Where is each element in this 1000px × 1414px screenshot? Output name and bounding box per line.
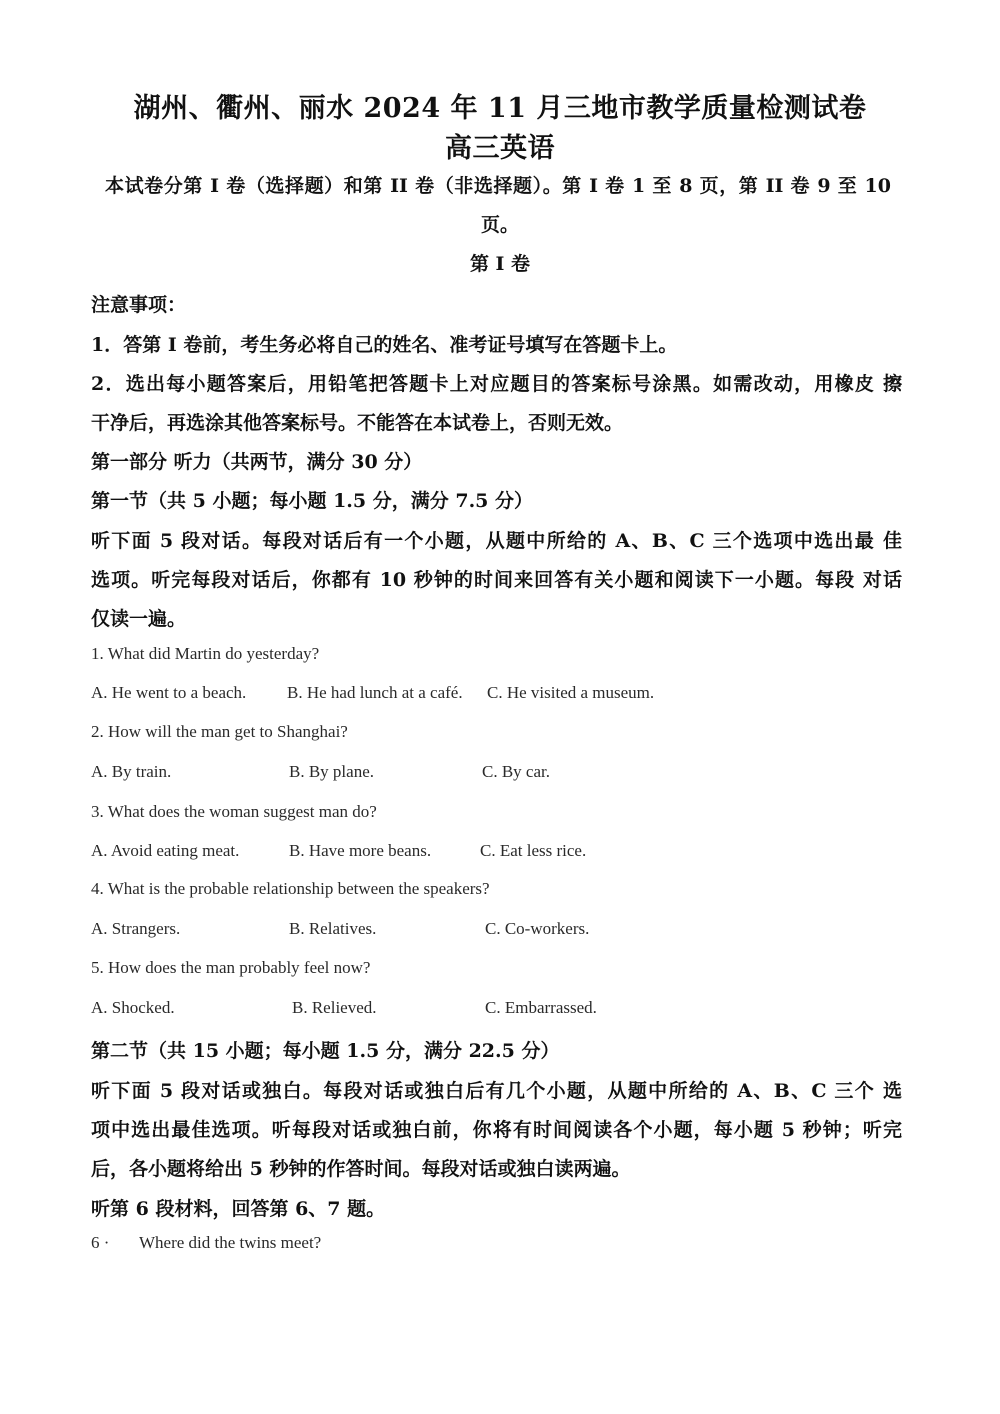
section2-instr-line-2: 项中选出最佳选项。听每段对话或独白前，你将有时间阅读各个小题，每小题 5 秒钟；听完	[91, 1119, 902, 1141]
question-5: 5. How does the man probably feel now?	[91, 958, 371, 977]
section2-instr-line-3: 后，各小题将给出 5 秒钟的作答时间。每段对话或独白读两遍。	[91, 1158, 631, 1180]
exam-title: 湖州、衢州、丽水 2024 年 11 月三地市教学质量检测试卷	[133, 93, 867, 124]
question-4-option-b: B. Relatives.	[289, 919, 377, 938]
exam-subject: 高三英语	[445, 133, 555, 164]
question-2-option-b: B. By plane.	[289, 762, 374, 781]
question-6-number: 6 ·	[91, 1233, 110, 1252]
notice-heading: 注意事项：	[91, 294, 187, 316]
section1-heading: 第一节（共 5 小题；每小题 1.5 分，满分 7.5 分）	[91, 490, 534, 512]
volume-heading: 第 Ⅰ 卷	[469, 253, 531, 275]
section2-instr-line-1: 听下面 5 段对话或独白。每段对话或独白后有几个小题，从题中所给的 A、B、C 三个 选	[91, 1080, 902, 1102]
question-4-option-c: C. Co-workers.	[485, 919, 590, 938]
question-4-option-a: A. Strangers.	[91, 919, 181, 938]
section2-heading: 第二节（共 15 小题；每小题 1.5 分，满分 22.5 分）	[91, 1040, 560, 1062]
question-4: 4. What is the probable relationship between the speakers?	[91, 879, 490, 898]
question-2-option-a: A. By train.	[91, 762, 172, 781]
section1-instr-line-3: 仅读一遍。	[91, 608, 187, 630]
question-1-option-a: A. He went to a beach.	[91, 683, 247, 702]
question-1: 1. What did Martin do yesterday?	[91, 644, 320, 663]
question-2: 2. How will the man get to Shanghai?	[91, 722, 348, 741]
notice-item-2-line-2: 干净后，再选涂其他答案标号。不能答在本试卷上，否则无效。	[91, 412, 624, 434]
question-3-option-c: C. Eat less rice.	[480, 841, 587, 860]
question-5-option-b: B. Relieved.	[292, 998, 377, 1017]
notice-item-1: 1．答第 I 卷前，考生务必将自己的姓名、准考证号填写在答题卡上。	[91, 334, 678, 356]
notice-item-2-line-1: 2．选出每小题答案后，用铅笔把答题卡上对应题目的答案标号涂黑。如需改动，用橡皮 擦	[91, 373, 902, 395]
section1-instr-line-1: 听下面 5 段对话。每段对话后有一个小题，从题中所给的 A、B、C 三个选项中选出最 佳	[91, 530, 902, 552]
question-2-option-c: C. By car.	[482, 762, 550, 781]
intro-line-2: 页。	[480, 214, 519, 236]
question-6: Where did the twins meet?	[139, 1233, 322, 1252]
material-6-heading: 听第 6 段材料，回答第 6、7 题。	[91, 1198, 386, 1220]
question-3-option-a: A. Avoid eating meat.	[91, 841, 240, 860]
question-3-option-b: B. Have more beans.	[289, 841, 432, 860]
section1-instr-line-2: 选项。听完每段对话后，你都有 10 秒钟的时间来回答有关小题和阅读下一小题。每段 对话	[91, 569, 902, 591]
part1-heading: 第一部分 听力（共两节，满分 30 分）	[91, 451, 423, 473]
question-5-option-c: C. Embarrassed.	[485, 998, 597, 1017]
question-3: 3. What does the woman suggest man do?	[91, 802, 377, 821]
intro-line-1: 本试卷分第 I 卷（选择题）和第 II 卷（非选择题）。第 I 卷 1 至 8 页，第 II 卷 9 至 10	[105, 175, 891, 197]
question-5-option-a: A. Shocked.	[91, 998, 175, 1017]
question-1-option-b: B. He had lunch at a café.	[287, 683, 463, 702]
question-1-option-c: C. He visited a museum.	[487, 683, 655, 702]
